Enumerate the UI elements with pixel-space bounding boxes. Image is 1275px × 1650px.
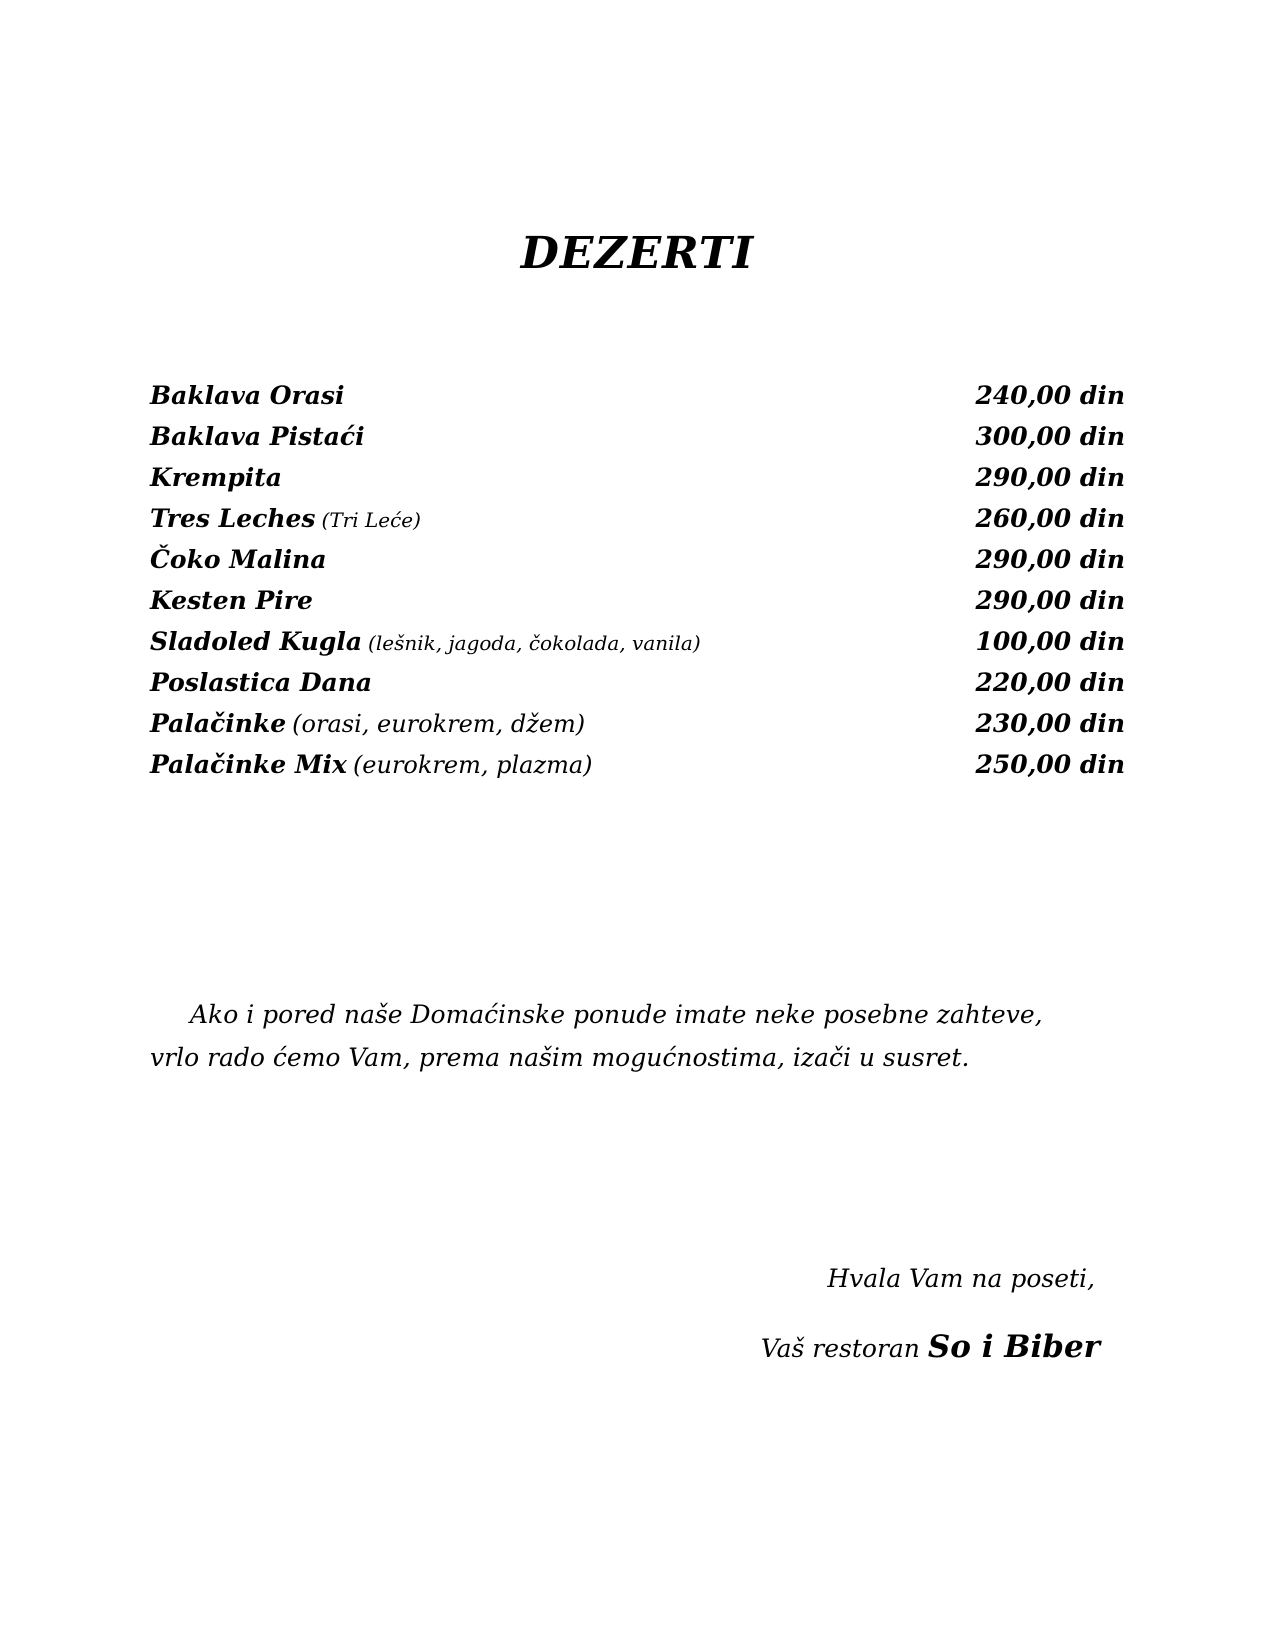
- signoff-prefix: Vaš restoran: [760, 1334, 920, 1363]
- item-note: (orasi, eurokrem, džem): [292, 710, 586, 738]
- page-title: DEZERTI: [520, 228, 755, 279]
- item-price: 240,00 din: [975, 381, 1125, 410]
- item-price: 260,00 din: [975, 504, 1125, 533]
- menu-item: [150, 703, 1125, 744]
- menu-item: [150, 416, 1125, 457]
- item-price: 250,00 din: [975, 750, 1125, 779]
- menu-item: [150, 539, 1125, 580]
- menu-item: [150, 621, 1125, 662]
- item-price: 300,00 din: [975, 422, 1125, 451]
- menu-item: [150, 662, 1125, 703]
- item-name: Kesten Pire: [150, 586, 313, 615]
- item-name: Baklava Orasi: [150, 381, 345, 410]
- item-price: 230,00 din: [975, 709, 1125, 738]
- menu-item: [150, 744, 1125, 785]
- thanks-line: Hvala Vam na poseti,: [827, 1264, 1095, 1293]
- signoff-line: [0, 1329, 1100, 1365]
- item-price: 100,00 din: [975, 627, 1125, 656]
- item-price: 290,00 din: [975, 463, 1125, 492]
- item-name: Krempita: [150, 463, 282, 492]
- item-price: 290,00 din: [975, 586, 1125, 615]
- restaurant-name: So i Biber: [927, 1329, 1100, 1365]
- dessert-menu-list: [150, 375, 1125, 785]
- item-name: Čoko Malina: [150, 545, 327, 574]
- menu-item: [150, 457, 1125, 498]
- item-name: Baklava Pistaći: [150, 422, 365, 451]
- item-name: Palačinke: [150, 709, 287, 738]
- item-price: 290,00 din: [975, 545, 1125, 574]
- menu-item: [150, 375, 1125, 416]
- menu-item: [150, 580, 1125, 621]
- item-price: 220,00 din: [975, 668, 1125, 697]
- item-name: Poslastica Dana: [150, 668, 373, 697]
- item-name: Tres Leches: [150, 504, 316, 533]
- item-name: Palačinke Mix: [150, 750, 347, 779]
- menu-item: [150, 498, 1125, 539]
- item-note: (eurokrem, plazma): [352, 751, 593, 779]
- item-note: (lešnik, jagoda, čokolada, vanila): [368, 631, 701, 655]
- special-requests-note: Ako i pored naše Domaćinske ponude imate neke posebne zahteve, vrlo rado ćemo Vam, prema našim mogućnostima, izači u susret.: [150, 1000, 1043, 1072]
- item-note: (Tri Leće): [321, 508, 421, 532]
- item-name: Sladoled Kugla: [150, 627, 363, 656]
